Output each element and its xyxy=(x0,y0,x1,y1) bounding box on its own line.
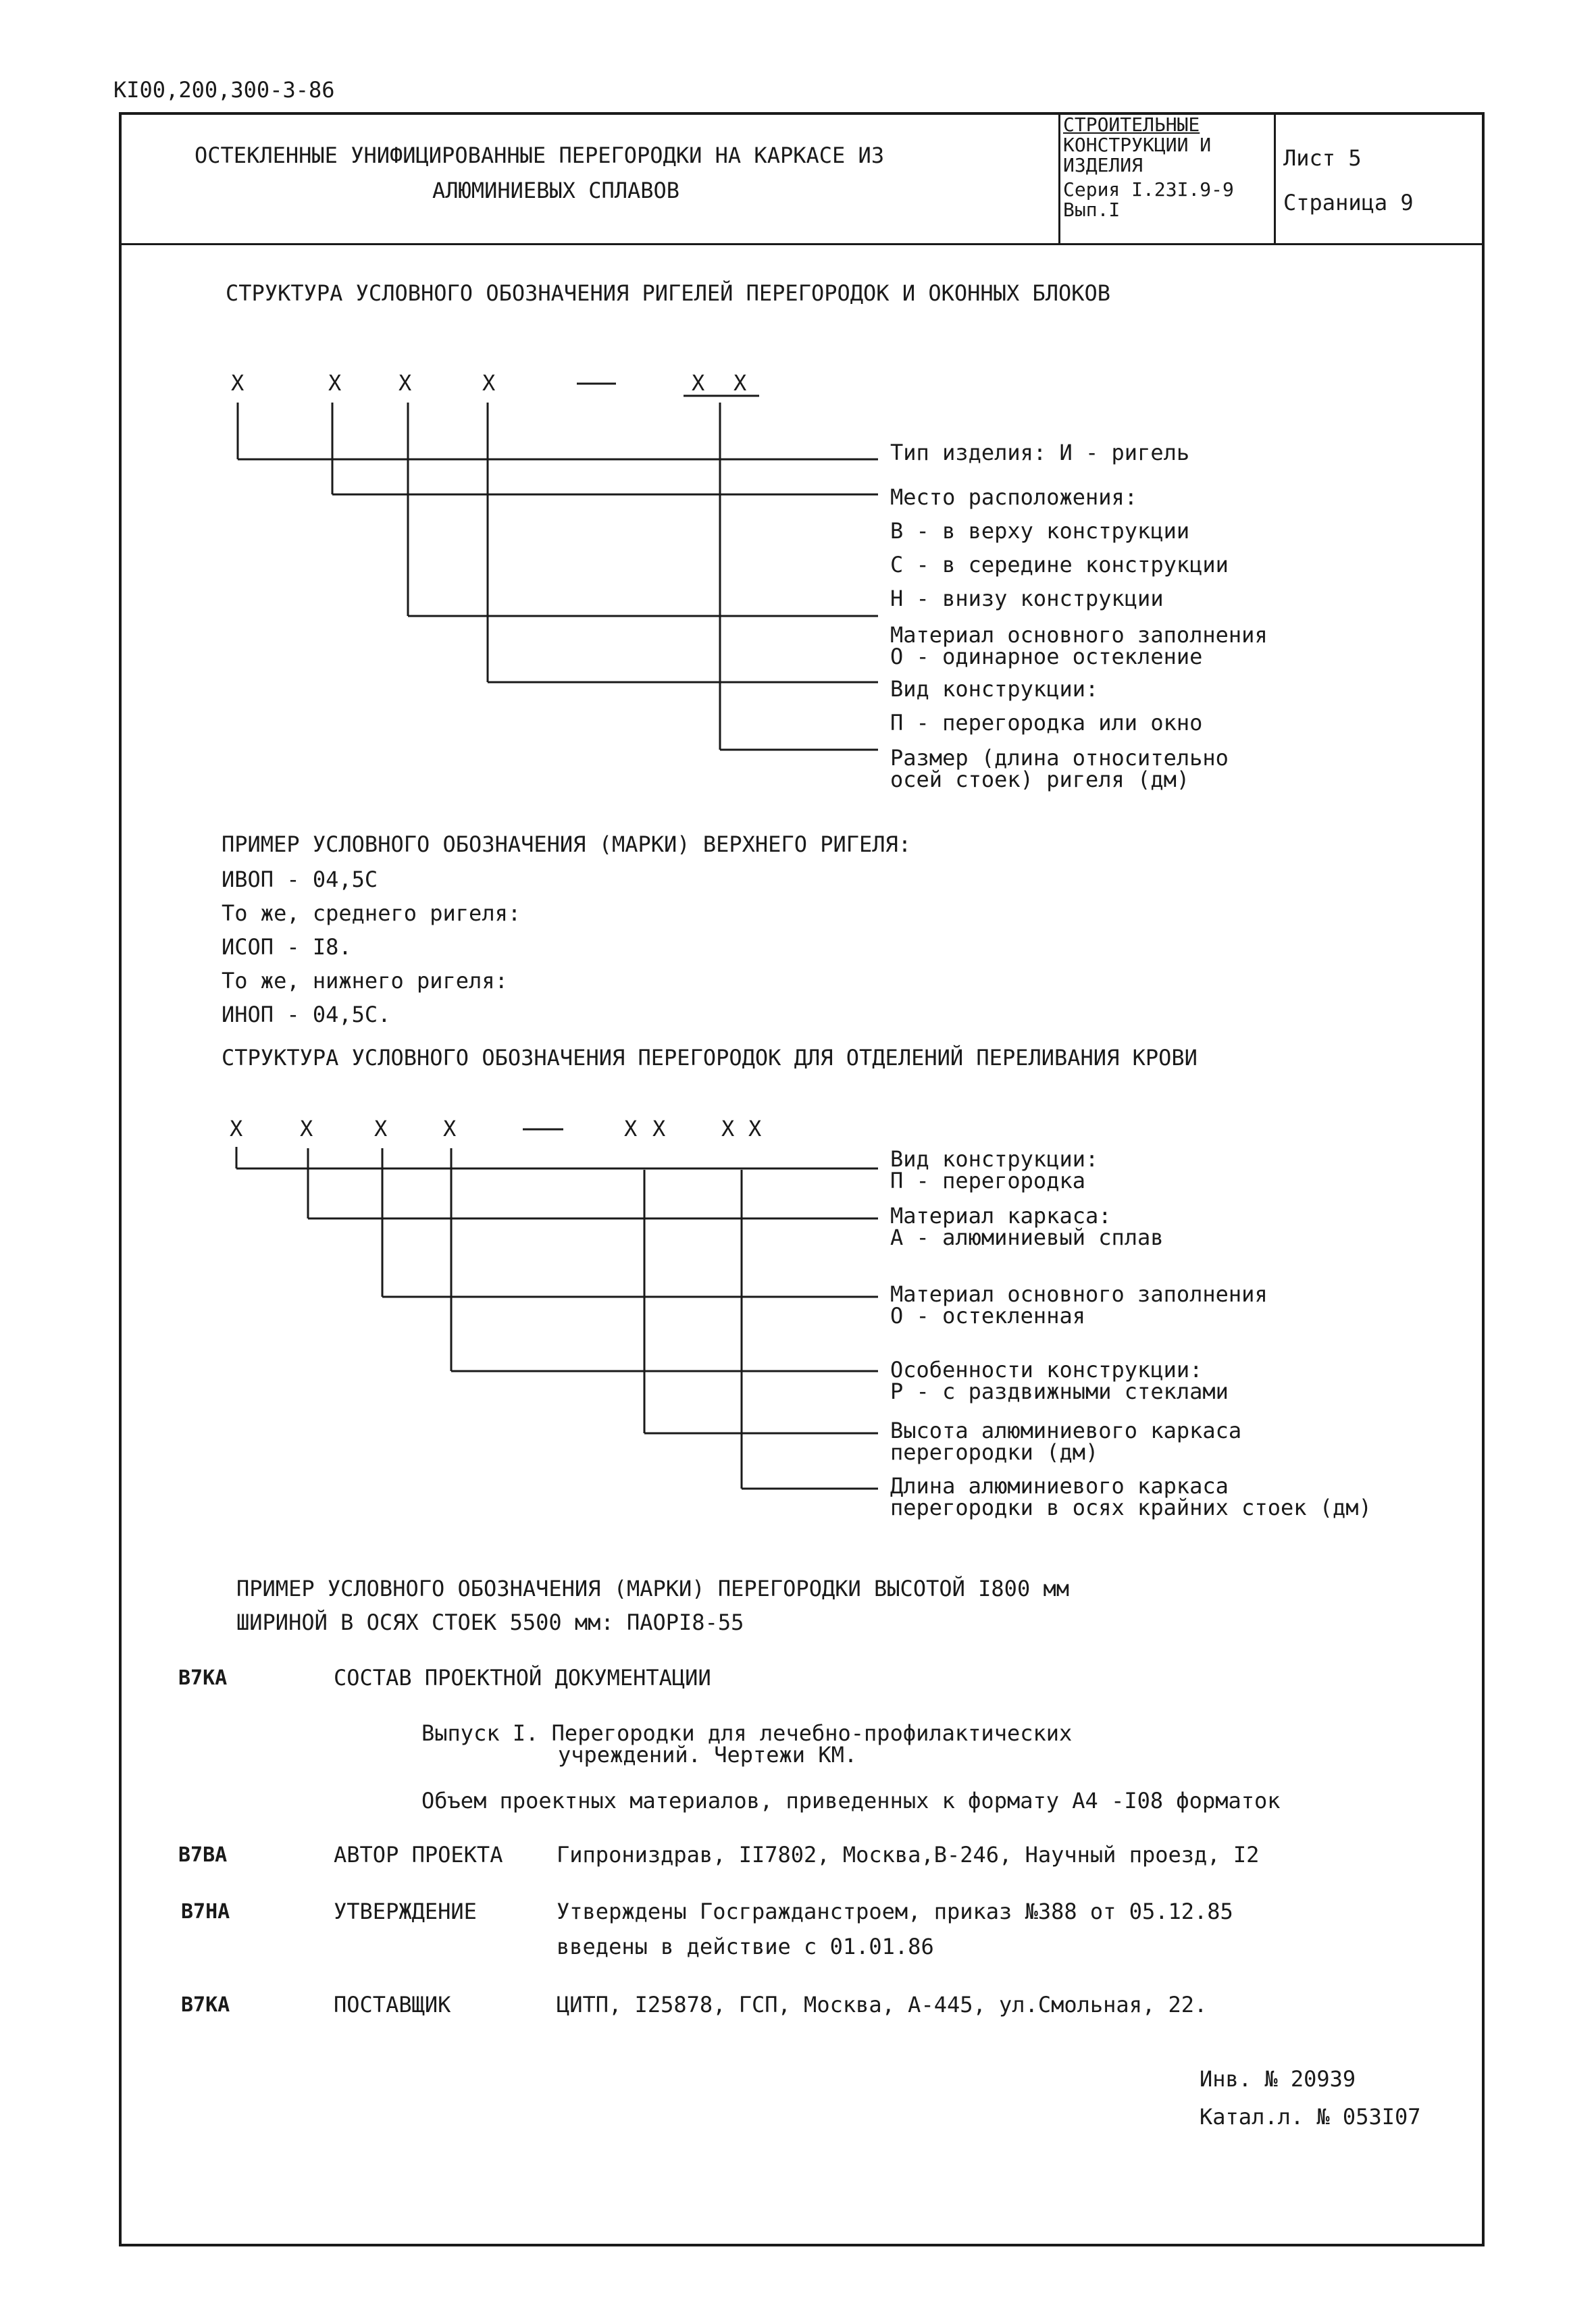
struct1-item5-l1: Размер (длина относительно xyxy=(890,745,1229,771)
struct1-item1-l1: Тип изделия: И - ригель xyxy=(890,440,1190,465)
struct2-item4-l2: Р - с раздвижными стеклами xyxy=(890,1379,1229,1404)
struct2-title: СТРУКТУРА УСЛОВНОГО ОБОЗНАЧЕНИЯ ПЕРЕГОРОДОК ДЛЯ ОТДЕЛЕНИЙ ПЕРЕЛИВАНИЯ КРОВИ xyxy=(222,1045,1198,1071)
example1-line5: ИНОП - 04,5С. xyxy=(222,1002,391,1027)
struct2-item2-l2: А - алюминиевый сплав xyxy=(890,1225,1164,1250)
struct2-item6-l2: перегородки в осях крайних стоек (дм) xyxy=(890,1495,1372,1520)
struct1-item2-l2: В - в верху конструкции xyxy=(890,518,1190,544)
struct2-item3-l1: Материал основного заполнения xyxy=(890,1281,1268,1307)
catalog-number: Катал.л. № 053I07 xyxy=(1200,2104,1421,2130)
document-code: КI00,200,300-3-86 xyxy=(113,77,335,103)
composition-issue-line1: Выпуск I. Перегородки для лечебно-профилактических xyxy=(421,1720,1073,1746)
header-section-line2: КОНСТРУКЦИИ И xyxy=(1063,134,1212,156)
struct1-item3-l2: О - одинарное остекление xyxy=(890,644,1203,669)
header-series: Серия I.23I.9-9 xyxy=(1063,178,1234,201)
example1-line1: ИВОП - 04,5С xyxy=(222,867,378,892)
struct2-symbol-2: Х xyxy=(300,1116,313,1141)
struct2-item1-l2: П - перегородка xyxy=(890,1168,1085,1193)
struct1-title: СТРУКТУРА УСЛОВНОГО ОБОЗНАЧЕНИЯ РИГЕЛЕЙ ПЕРЕГОРОДОК И ОКОННЫХ БЛОКОВ xyxy=(226,280,1111,306)
example1-line3: ИСОП - I8. xyxy=(222,934,352,960)
example1-line2: То же, среднего ригеля: xyxy=(222,900,521,926)
header-page: Страница 9 xyxy=(1283,190,1414,215)
header-issue: Вып.I xyxy=(1063,199,1121,221)
header-title-line2: АЛЮМИНИЕВЫХ СПЛАВОВ xyxy=(432,178,680,203)
header-title-line1: ОСТЕКЛЕННЫЕ УНИФИЦИРОВАННЫЕ ПЕРЕГОРОДКИ НА КАРКАСЕ ИЗ xyxy=(195,143,885,168)
example2-line2: ШИРИНОЙ В ОСЯХ СТОЕК 5500 мм: ПАОРI8-55 xyxy=(236,1610,744,1635)
composition-issue-line2: учреждений. Чертежи КМ. xyxy=(558,1742,858,1768)
inventory-number: Инв. № 20939 xyxy=(1200,2066,1356,2092)
struct2-item5-l1: Высота алюминиевого каркаса xyxy=(890,1418,1242,1443)
struct2-item2-l1: Материал каркаса: xyxy=(890,1203,1112,1229)
struct2-symbol-1: Х xyxy=(230,1116,243,1141)
struct1-symbol-6: Х xyxy=(692,370,705,396)
row-author-code: В7ВА xyxy=(178,1843,228,1867)
struct2-symbol-3: Х xyxy=(374,1116,388,1141)
composition-code: В7КА xyxy=(178,1666,228,1690)
row-supplier-label: ПОСТАВЩИК xyxy=(334,1992,451,2017)
row-approval-code: В7НА xyxy=(181,1900,230,1924)
header-sheet: Лист 5 xyxy=(1283,145,1362,171)
struct1-item3-l1: Материал основного заполнения xyxy=(890,622,1268,648)
struct1-symbol-1: Х xyxy=(231,370,244,396)
row-approval-text1: Утверждены Госгражданстроем, приказ №388 от 05.12.85 xyxy=(557,1899,1233,1924)
example1-title: ПРИМЕР УСЛОВНОГО ОБОЗНАЧЕНИЯ (МАРКИ) ВЕРХНЕГО РИГЕЛЯ: xyxy=(222,831,912,857)
row-author-label: АВТОР ПРОЕКТА xyxy=(334,1842,503,1868)
row-author-text: Гипрониздрав, II7802, Москва,В-246, Научный проезд, I2 xyxy=(557,1842,1260,1868)
struct2-item1-l1: Вид конструкции: xyxy=(890,1146,1099,1172)
struct2-symbol-8: Х xyxy=(721,1116,735,1141)
struct1-symbol-7: Х xyxy=(733,370,747,396)
struct1-item5-l2: осей стоек) ригеля (дм) xyxy=(890,767,1190,792)
struct2-symbol-6: Х xyxy=(624,1116,638,1141)
row-approval-label: УТВЕРЖДЕНИЕ xyxy=(334,1899,477,1924)
row-approval-text2: введены в действие с 01.01.86 xyxy=(557,1934,934,1959)
struct1-item4-l2: П - перегородка или окно xyxy=(890,710,1203,736)
struct2-item3-l2: О - остекленная xyxy=(890,1303,1085,1329)
struct1-symbol-2: Х xyxy=(328,370,342,396)
example1-line4: То же, нижнего ригеля: xyxy=(222,968,508,994)
struct1-item2-l1: Место расположения: xyxy=(890,484,1138,510)
struct1-item2-l4: Н - внизу конструкции xyxy=(890,586,1164,611)
struct2-item5-l2: перегородки (дм) xyxy=(890,1439,1099,1465)
row-supplier-code: В7КА xyxy=(181,1993,230,2017)
struct2-item4-l1: Особенности конструкции: xyxy=(890,1357,1203,1383)
struct2-item6-l1: Длина алюминиевого каркаса xyxy=(890,1473,1229,1499)
composition-volume: Объем проектных материалов, приведенных к формату А4 -I08 форматок xyxy=(421,1788,1281,1814)
example2-line1: ПРИМЕР УСЛОВНОГО ОБОЗНАЧЕНИЯ (МАРКИ) ПЕРЕГОРОДКИ ВЫСОТОЙ I800 мм xyxy=(236,1576,1069,1601)
struct2-symbol-4: Х xyxy=(443,1116,457,1141)
struct1-item4-l1: Вид конструкции: xyxy=(890,676,1099,702)
header-section-line1: СТРОИТЕЛЬНЫЕ xyxy=(1063,113,1200,136)
struct1-symbol-4: Х xyxy=(482,370,496,396)
row-supplier-text: ЦИТП, I25878, ГСП, Москва, А-445, ул.Смольная, 22. xyxy=(557,1992,1208,2017)
struct2-symbol-7: Х xyxy=(652,1116,666,1141)
header-section-line3: ИЗДЕЛИЯ xyxy=(1063,154,1143,176)
struct1-symbol-3: Х xyxy=(398,370,412,396)
struct2-symbol-9: Х xyxy=(748,1116,762,1141)
composition-title: СОСТАВ ПРОЕКТНОЙ ДОКУМЕНТАЦИИ xyxy=(334,1665,711,1691)
struct1-item2-l3: С - в середине конструкции xyxy=(890,552,1229,577)
